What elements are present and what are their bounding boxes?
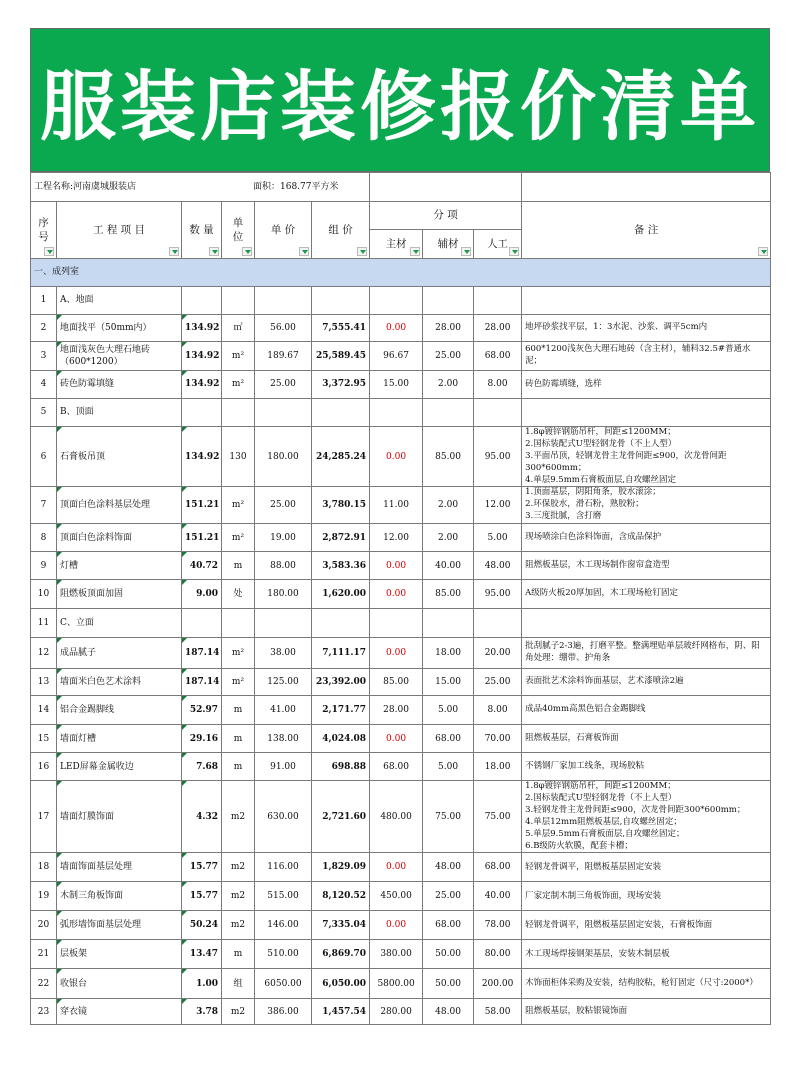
cell-qty[interactable]: 134.92	[182, 427, 222, 487]
cell-total[interactable]: 6,050.00	[312, 969, 370, 999]
cell-main[interactable]: 480.00	[370, 781, 423, 853]
table-row	[31, 371, 771, 399]
section-row: 一、成列室	[31, 259, 771, 287]
cell-seq[interactable]: 21	[31, 940, 57, 969]
cell-item[interactable]: 地面浅灰色大理石地砖（600*1200）	[57, 342, 182, 371]
cell-qty[interactable]: 15.77	[182, 853, 222, 882]
cell-total[interactable]: 2,872.91	[312, 524, 370, 552]
cell-price[interactable]: 6050.00	[255, 969, 312, 999]
cell-seq[interactable]: 1	[31, 287, 57, 315]
cell-seq[interactable]: 18	[31, 853, 57, 882]
cell-empty[interactable]	[182, 287, 222, 315]
cell-empty[interactable]	[182, 609, 222, 638]
cell-seq[interactable]: 11	[31, 609, 57, 638]
cell-unit[interactable]: m²	[222, 524, 255, 552]
table-row	[31, 524, 771, 552]
cell-main[interactable]: 0.00	[370, 725, 423, 753]
cell-labor[interactable]: 28.00	[474, 315, 522, 342]
cell-aux[interactable]: 5.00	[423, 696, 474, 725]
table-row	[31, 399, 771, 427]
table-row	[31, 696, 771, 725]
cell-seq[interactable]: 15	[31, 725, 57, 753]
cell-aux[interactable]: 2.00	[423, 487, 474, 524]
cell-total[interactable]: 3,780.15	[312, 487, 370, 524]
cell-qty[interactable]: 151.21	[182, 524, 222, 552]
filter-dropdown-icon[interactable]	[758, 247, 768, 256]
cell-main[interactable]: 0.00	[370, 552, 423, 580]
header-split: 分 项	[370, 202, 522, 230]
header-item[interactable]: 工 程 项 目	[57, 202, 182, 259]
cell-price[interactable]: 515.00	[255, 882, 312, 911]
cell-price[interactable]: 38.00	[255, 638, 312, 669]
cell-seq[interactable]: 10	[31, 580, 57, 609]
cell-unit[interactable]: ㎡	[222, 315, 255, 342]
header-remark[interactable]: 备 注	[522, 202, 771, 259]
cell-main[interactable]: 85.00	[370, 669, 423, 696]
header-price[interactable]: 单 价	[255, 202, 312, 259]
cell-unit[interactable]: m²	[222, 371, 255, 399]
sheet-title: 服装店装修报价清单	[30, 28, 770, 172]
header-main[interactable]: 主材	[370, 230, 423, 259]
cell-item[interactable]: 穿衣镜	[57, 999, 182, 1025]
cell-item[interactable]: C、立面	[57, 609, 182, 638]
table-row	[31, 638, 771, 669]
cell-seq[interactable]: 2	[31, 315, 57, 342]
cell-item[interactable]: 墙面米白色艺术涂料	[57, 669, 182, 696]
cell-aux[interactable]: 75.00	[423, 781, 474, 853]
cell-unit[interactable]: m	[222, 940, 255, 969]
cell-qty[interactable]: 4.32	[182, 781, 222, 853]
cell-unit[interactable]: m	[222, 753, 255, 781]
cell-aux[interactable]: 85.00	[423, 427, 474, 487]
cell-item[interactable]: 顶面白色涂料基层处理	[57, 487, 182, 524]
cell-qty[interactable]: 29.16	[182, 725, 222, 753]
cell-seq[interactable]: 8	[31, 524, 57, 552]
cell-main[interactable]: 0.00	[370, 911, 423, 940]
cell-remark[interactable]: 批刮腻子2-3遍，打磨平整。整满埋贴单层玻纤网格布，阴、阳角处理：绷带、护角条	[522, 638, 771, 669]
cell-aux[interactable]: 2.00	[423, 371, 474, 399]
cell-remark[interactable]: 地坪砂浆找平层，1：3水泥、沙浆、调平5cm内	[522, 315, 771, 342]
cell-labor[interactable]: 25.00	[474, 669, 522, 696]
cell-item[interactable]: 墙面饰面基层处理	[57, 853, 182, 882]
cell-aux[interactable]: 50.00	[423, 969, 474, 999]
header-aux[interactable]: 辅材	[423, 230, 474, 259]
cell-total[interactable]: 6,869.70	[312, 940, 370, 969]
cell-aux[interactable]: 68.00	[423, 725, 474, 753]
cell-seq[interactable]: 17	[31, 781, 57, 853]
table-row	[31, 753, 771, 781]
cell-item[interactable]: 墙面灯槽	[57, 725, 182, 753]
table-row	[31, 853, 771, 882]
cell-qty[interactable]: 134.92	[182, 315, 222, 342]
cell-labor[interactable]: 5.00	[474, 524, 522, 552]
cell-remark[interactable]: 现场喷涂白色涂料饰面，含成品保护	[522, 524, 771, 552]
cell-qty[interactable]: 1.00	[182, 969, 222, 999]
cell-qty[interactable]: 50.24	[182, 911, 222, 940]
quote-sheet	[30, 28, 770, 1025]
cell-main[interactable]: 0.00	[370, 638, 423, 669]
cell-item[interactable]: 墙面灯膜饰面	[57, 781, 182, 853]
table-row	[31, 999, 771, 1025]
cell-main[interactable]: 12.00	[370, 524, 423, 552]
cell-price[interactable]: 19.00	[255, 524, 312, 552]
cell-seq[interactable]: 14	[31, 696, 57, 725]
cell-item[interactable]: 石膏板吊顶	[57, 427, 182, 487]
header-seq[interactable]: 序 号	[31, 202, 57, 259]
cell-labor[interactable]: 40.00	[474, 882, 522, 911]
filter-dropdown-icon[interactable]	[242, 247, 252, 256]
filter-dropdown-icon[interactable]	[461, 247, 471, 256]
cell-seq[interactable]: 7	[31, 487, 57, 524]
cell-total[interactable]: 7,335.04	[312, 911, 370, 940]
cell-unit[interactable]: m²	[222, 487, 255, 524]
cell-price[interactable]: 25.00	[255, 487, 312, 524]
cell-aux[interactable]: 48.00	[423, 853, 474, 882]
cell-unit[interactable]: m²	[222, 669, 255, 696]
cell-total[interactable]: 24,285.24	[312, 427, 370, 487]
cell-total[interactable]: 1,620.00	[312, 580, 370, 609]
cell-item[interactable]: B、顶面	[57, 399, 182, 427]
cell-remark[interactable]: 阻燃板基层，胶粘银镜饰面	[522, 999, 771, 1025]
cell-empty[interactable]	[312, 287, 370, 315]
cell-aux[interactable]: 25.00	[423, 342, 474, 371]
cell-labor[interactable]: 75.00	[474, 781, 522, 853]
cell-remark[interactable]: 表面批艺术涂料饰面基层，艺术漆喷涂2遍	[522, 669, 771, 696]
cell-labor[interactable]: 8.00	[474, 371, 522, 399]
cell-seq[interactable]: 13	[31, 669, 57, 696]
cell-empty[interactable]	[522, 399, 771, 427]
cell-empty[interactable]	[255, 399, 312, 427]
cell-empty[interactable]	[222, 609, 255, 638]
cell-main[interactable]: 96.67	[370, 342, 423, 371]
table-row	[31, 552, 771, 580]
cell-empty[interactable]	[312, 399, 370, 427]
cell-qty[interactable]: 3.78	[182, 999, 222, 1025]
cell-total[interactable]: 2,171.77	[312, 696, 370, 725]
cell-qty[interactable]: 9.00	[182, 580, 222, 609]
cell-item[interactable]: 地面找平（50mm内）	[57, 315, 182, 342]
cell-aux[interactable]: 50.00	[423, 940, 474, 969]
cell-aux[interactable]: 15.00	[423, 669, 474, 696]
cell-unit[interactable]: m2	[222, 882, 255, 911]
header-unit[interactable]: 单 位	[222, 202, 255, 259]
cell-empty[interactable]	[474, 287, 522, 315]
cell-remark[interactable]: 阻燃板基层，石膏板饰面	[522, 725, 771, 753]
cell-main[interactable]: 450.00	[370, 882, 423, 911]
cell-labor[interactable]: 12.00	[474, 487, 522, 524]
filter-dropdown-icon[interactable]	[169, 247, 179, 256]
cell-labor[interactable]: 20.00	[474, 638, 522, 669]
cell-seq[interactable]: 22	[31, 969, 57, 999]
cell-main[interactable]: 15.00	[370, 371, 423, 399]
cell-seq[interactable]: 3	[31, 342, 57, 371]
cell-labor[interactable]: 68.00	[474, 853, 522, 882]
cell-total[interactable]: 1,829.09	[312, 853, 370, 882]
cell-price[interactable]: 180.00	[255, 427, 312, 487]
cell-empty[interactable]	[255, 609, 312, 638]
area-label: 面积：168.77平方米	[253, 181, 339, 192]
cell-qty[interactable]: 13.47	[182, 940, 222, 969]
filter-dropdown-icon[interactable]	[299, 247, 309, 256]
cell-price[interactable]: 180.00	[255, 580, 312, 609]
cell-price[interactable]: 630.00	[255, 781, 312, 853]
cell-remark[interactable]: 阻燃板基层，木工现场制作窗帘盒造型	[522, 552, 771, 580]
cell-remark[interactable]: 轻钢龙骨调平，阻燃板基层固定安装	[522, 853, 771, 882]
cell-seq[interactable]: 4	[31, 371, 57, 399]
cell-total[interactable]: 7,555.41	[312, 315, 370, 342]
project-name: 工程名称:河南虞城服装店 面积：168.77平方米	[31, 173, 370, 202]
cell-qty[interactable]: 151.21	[182, 487, 222, 524]
cell-unit[interactable]: m²	[222, 638, 255, 669]
cell-remark[interactable]: 600*1200浅灰色大理石地砖（含主材），辅料32.5#普通水泥；	[522, 342, 771, 371]
cell-item[interactable]: 铝合金踢脚线	[57, 696, 182, 725]
cell-item[interactable]: 木制三角板饰面	[57, 882, 182, 911]
cell-total[interactable]: 7,111.17	[312, 638, 370, 669]
header-qty[interactable]: 数 量	[182, 202, 222, 259]
cell-price[interactable]: 125.00	[255, 669, 312, 696]
cell-item[interactable]: 收银台	[57, 969, 182, 999]
cell-price[interactable]: 146.00	[255, 911, 312, 940]
cell-labor[interactable]: 70.00	[474, 725, 522, 753]
cell-aux[interactable]: 2.00	[423, 524, 474, 552]
cell-main[interactable]: 0.00	[370, 315, 423, 342]
header-labor[interactable]: 人工	[474, 230, 522, 259]
cell-unit[interactable]: m	[222, 725, 255, 753]
cell-unit[interactable]: 处	[222, 580, 255, 609]
cell-aux[interactable]: 85.00	[423, 580, 474, 609]
cell-main[interactable]: 11.00	[370, 487, 423, 524]
cell-empty[interactable]	[522, 609, 771, 638]
cell-labor[interactable]: 200.00	[474, 969, 522, 999]
cell-total[interactable]: 3,583.36	[312, 552, 370, 580]
filter-dropdown-icon[interactable]	[44, 247, 54, 256]
cell-total[interactable]: 25,589.45	[312, 342, 370, 371]
cell-seq[interactable]: 20	[31, 911, 57, 940]
cell-empty[interactable]	[474, 399, 522, 427]
cell-unit[interactable]: m	[222, 696, 255, 725]
cell-empty[interactable]	[423, 287, 474, 315]
cell-aux[interactable]: 18.00	[423, 638, 474, 669]
cell-qty[interactable]: 134.92	[182, 342, 222, 371]
table-row	[31, 287, 771, 315]
cell-labor[interactable]: 78.00	[474, 911, 522, 940]
table-row	[31, 882, 771, 911]
filter-dropdown-icon[interactable]	[509, 247, 519, 256]
header-total[interactable]: 组 价	[312, 202, 370, 259]
cell-main[interactable]: 0.00	[370, 580, 423, 609]
cell-remark[interactable]: 成品40mm高黑色铝合金踢脚线	[522, 696, 771, 725]
cell-unit[interactable]: 130	[222, 427, 255, 487]
cell-aux[interactable]: 5.00	[423, 753, 474, 781]
cell-qty[interactable]: 187.14	[182, 638, 222, 669]
cell-aux[interactable]: 40.00	[423, 552, 474, 580]
cell-remark[interactable]: 1.8φ镀锌钢筋吊杆，间距≤1200MM； 2.国标装配式U型轻钢龙骨（不上人型） 3.平面吊顶，轻钢龙骨主龙骨间距≤900，次龙骨间距300*600mm； 4.单层9.5mm石膏板面层,自攻螺丝固定	[522, 427, 771, 487]
cell-unit[interactable]: m2	[222, 853, 255, 882]
filter-dropdown-icon[interactable]	[357, 247, 367, 256]
cell-labor[interactable]: 8.00	[474, 696, 522, 725]
cell-seq[interactable]: 12	[31, 638, 57, 669]
cell-labor[interactable]: 68.00	[474, 342, 522, 371]
cell-item[interactable]: A、地面	[57, 287, 182, 315]
cell-remark[interactable]: 木工现场焊接钢架基层，安装木制层板	[522, 940, 771, 969]
cell-item[interactable]: 顶面白色涂料饰面	[57, 524, 182, 552]
cell-labor[interactable]: 95.00	[474, 580, 522, 609]
cell-remark[interactable]: 不锈钢厂家加工线条，现场胶粘	[522, 753, 771, 781]
cell-seq[interactable]: 16	[31, 753, 57, 781]
cell-seq[interactable]: 5	[31, 399, 57, 427]
cell-total[interactable]: 3,372.95	[312, 371, 370, 399]
cell-seq[interactable]: 23	[31, 999, 57, 1025]
cell-price[interactable]: 510.00	[255, 940, 312, 969]
cell-empty[interactable]	[423, 399, 474, 427]
cell-remark[interactable]: 1.顶面基层，阴阳角条，胶水滚涂； 2.环保胶水，滑石粉，熟胶粉； 3.三度批腻，含打磨	[522, 487, 771, 524]
cell-total[interactable]: 698.88	[312, 753, 370, 781]
cell-empty[interactable]	[370, 609, 423, 638]
table-row	[31, 669, 771, 696]
cell-price[interactable]: 91.00	[255, 753, 312, 781]
quote-table	[30, 172, 771, 1025]
cell-unit[interactable]: m2	[222, 999, 255, 1025]
cell-empty[interactable]	[255, 287, 312, 315]
cell-empty[interactable]	[222, 399, 255, 427]
cell-item[interactable]: 弧形墙饰面基层处理	[57, 911, 182, 940]
cell-price[interactable]: 25.00	[255, 371, 312, 399]
table-row	[31, 427, 771, 487]
cell-aux[interactable]: 68.00	[423, 911, 474, 940]
cell-remark[interactable]: 1.8φ镀锌钢筋吊杆，间距≤1200MM； 2.国标装配式U型轻钢龙骨（不上人型） 3.轻钢龙骨主龙骨间距≤900，次龙骨间距300*600mm； 4.单层12mm阻燃板基层,自攻螺丝固定； 5.单层9.5mm石膏板面层,自攻螺丝固定； 6.B级防火软膜，配套卡槽；	[522, 781, 771, 853]
cell-seq[interactable]: 19	[31, 882, 57, 911]
cell-labor[interactable]: 18.00	[474, 753, 522, 781]
cell-unit[interactable]: m2	[222, 911, 255, 940]
cell-qty[interactable]: 7.68	[182, 753, 222, 781]
cell-main[interactable]: 0.00	[370, 853, 423, 882]
table-row	[31, 315, 771, 342]
cell-unit[interactable]: m²	[222, 342, 255, 371]
cell-price[interactable]: 189.67	[255, 342, 312, 371]
cell-labor[interactable]: 48.00	[474, 552, 522, 580]
cell-qty[interactable]: 187.14	[182, 669, 222, 696]
cell-total[interactable]: 2,721.60	[312, 781, 370, 853]
cell-total[interactable]: 23,392.00	[312, 669, 370, 696]
filter-dropdown-icon[interactable]	[410, 247, 420, 256]
cell-labor[interactable]: 58.00	[474, 999, 522, 1025]
cell-unit[interactable]: m2	[222, 781, 255, 853]
cell-price[interactable]: 41.00	[255, 696, 312, 725]
cell-total[interactable]: 8,120.52	[312, 882, 370, 911]
cell-empty[interactable]	[370, 399, 423, 427]
cell-qty[interactable]: 15.77	[182, 882, 222, 911]
cell-main[interactable]: 68.00	[370, 753, 423, 781]
cell-price[interactable]: 138.00	[255, 725, 312, 753]
cell-total[interactable]: 1,457.54	[312, 999, 370, 1025]
table-row	[31, 580, 771, 609]
cell-aux[interactable]: 25.00	[423, 882, 474, 911]
cell-remark[interactable]: 木饰面柜体采购及安装，结构胶粘，枪钉固定（尺寸:2000*）	[522, 969, 771, 999]
cell-empty[interactable]	[522, 287, 771, 315]
cell-price[interactable]: 386.00	[255, 999, 312, 1025]
cell-qty[interactable]: 52.97	[182, 696, 222, 725]
cell-item[interactable]: 成品腻子	[57, 638, 182, 669]
cell-empty[interactable]	[182, 399, 222, 427]
table-row	[31, 725, 771, 753]
cell-qty[interactable]: 134.92	[182, 371, 222, 399]
table-row	[31, 911, 771, 940]
cell-price[interactable]: 56.00	[255, 315, 312, 342]
cell-item[interactable]: 层板架	[57, 940, 182, 969]
cell-aux[interactable]: 28.00	[423, 315, 474, 342]
cell-empty[interactable]	[312, 609, 370, 638]
cell-item[interactable]: LED屏幕金属收边	[57, 753, 182, 781]
cell-empty[interactable]	[370, 287, 423, 315]
cell-main[interactable]: 28.00	[370, 696, 423, 725]
table-row	[31, 969, 771, 999]
cell-remark[interactable]: A级防火板20厚加固，木工现场枪钉固定	[522, 580, 771, 609]
filter-dropdown-icon[interactable]	[209, 247, 219, 256]
table-row	[31, 609, 771, 638]
cell-unit[interactable]: m	[222, 552, 255, 580]
cell-remark[interactable]: 轻钢龙骨调平，阻燃板基层固定安装，石膏板饰面	[522, 911, 771, 940]
cell-labor[interactable]: 95.00	[474, 427, 522, 487]
cell-seq[interactable]: 9	[31, 552, 57, 580]
cell-qty[interactable]: 40.72	[182, 552, 222, 580]
cell-item[interactable]: 砖色防霉填缝	[57, 371, 182, 399]
cell-main[interactable]: 5800.00	[370, 969, 423, 999]
cell-remark[interactable]: 厂家定制木制三角板饰面，现场安装	[522, 882, 771, 911]
cell-seq[interactable]: 6	[31, 427, 57, 487]
cell-empty[interactable]	[222, 287, 255, 315]
table-row	[31, 781, 771, 853]
table-row	[31, 940, 771, 969]
cell-labor[interactable]: 80.00	[474, 940, 522, 969]
cell-price[interactable]: 116.00	[255, 853, 312, 882]
cell-main[interactable]: 0.00	[370, 427, 423, 487]
cell-item[interactable]: 灯槽	[57, 552, 182, 580]
cell-total[interactable]: 4,024.08	[312, 725, 370, 753]
table-row	[31, 487, 771, 524]
table-row	[31, 342, 771, 371]
cell-unit[interactable]: 组	[222, 969, 255, 999]
cell-empty[interactable]	[423, 609, 474, 638]
cell-remark[interactable]: 砖色防霉填缝，选样	[522, 371, 771, 399]
cell-item[interactable]: 阻燃板顶面加固	[57, 580, 182, 609]
cell-main[interactable]: 380.00	[370, 940, 423, 969]
cell-main[interactable]: 280.00	[370, 999, 423, 1025]
cell-aux[interactable]: 48.00	[423, 999, 474, 1025]
cell-price[interactable]: 88.00	[255, 552, 312, 580]
cell-empty[interactable]	[474, 609, 522, 638]
